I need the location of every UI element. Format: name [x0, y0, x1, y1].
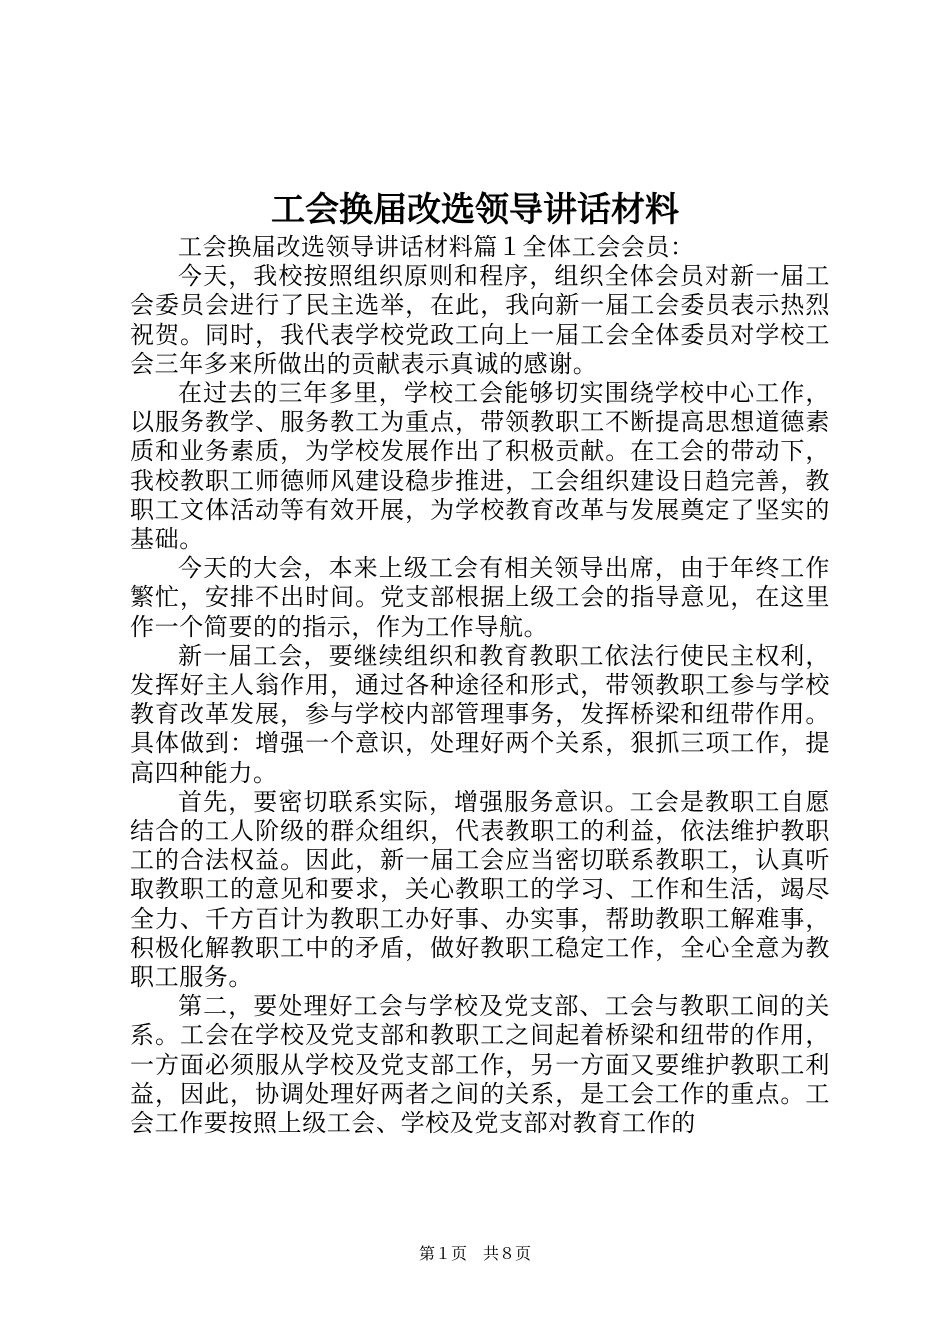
document-title: 工会换届改选领导讲话材料: [271, 190, 679, 230]
paragraph-first-point: 首先，要密切联系实际，增强服务意识。工会是教职工自愿结合的工人阶级的群众组织，代表教职工的利益，依法维护教职工的合法权益。因此，新一届工会应当密切联系教职工，认真听取教职工的意见和要求，关心教职工的学习、工作和生活，竭尽全力、千方百计为教职工办好事、办实事，帮助教职工解难事，积极化解教职工中的矛盾，做好教职工稳定工作，全心全意为教职工服务。: [130, 787, 830, 992]
document-body: [130, 233, 830, 1138]
page-number-footer: 第１页 共８页: [418, 1244, 531, 1263]
paragraph-past-achievements: 在过去的三年多里，学校工会能够切实围绕学校中心工作，以服务教学、服务教工为重点，带领教职工不断提高思想道德素质和业务素质，为学校发展作出了积极贡献。在工会的带动下，我校教职工师德师风建设稳步推进，工会组织建设日趋完善，教职工文体活动等有效开展，为学校教育改革与发展奠定了坚实的基础。: [130, 379, 830, 554]
paragraph-new-committee: 新一届工会，要继续组织和教育教职工依法行使民主权利，发挥好主人翁作用，通过各种途径和形式，带领教职工参与学校教育改革发展，参与学校内部管理事务，发挥桥梁和纽带作用。具体做到：增强一个意识，处理好两个关系，狠抓三项工作，提高四种能力。: [130, 641, 830, 787]
paragraph-meeting-note: 今天的大会，本来上级工会有相关领导出席，由于年终工作繁忙，安排不出时间。党支部根据上级工会的指导意见，在这里作一个简要的的指示，作为工作导航。: [130, 554, 830, 641]
paragraph-congratulations: 今天，我校按照组织原则和程序，组织全体会员对新一届工会委员会进行了民主选举，在此，我向新一届工会委员表示热烈祝贺。同时，我代表学校党政工向上一届工会全体委员对学校工会三年多来所做出的贡献表示真诚的感谢。: [130, 262, 830, 378]
paragraph-second-point: 第二，要处理好工会与学校及党支部、工会与教职工间的关系。工会在学校及党支部和教职工之间起着桥梁和纽带的作用，一方面必须服从学校及党支部工作，另一方面又要维护教职工利益，因此，协调处理好两者之间的关系，是工会工作的重点。工会工作要按照上级工会、学校及党支部对教育工作的: [130, 992, 830, 1138]
paragraph-salutation: 工会换届改选领导讲话材料篇１全体工会会员：: [178, 233, 695, 261]
